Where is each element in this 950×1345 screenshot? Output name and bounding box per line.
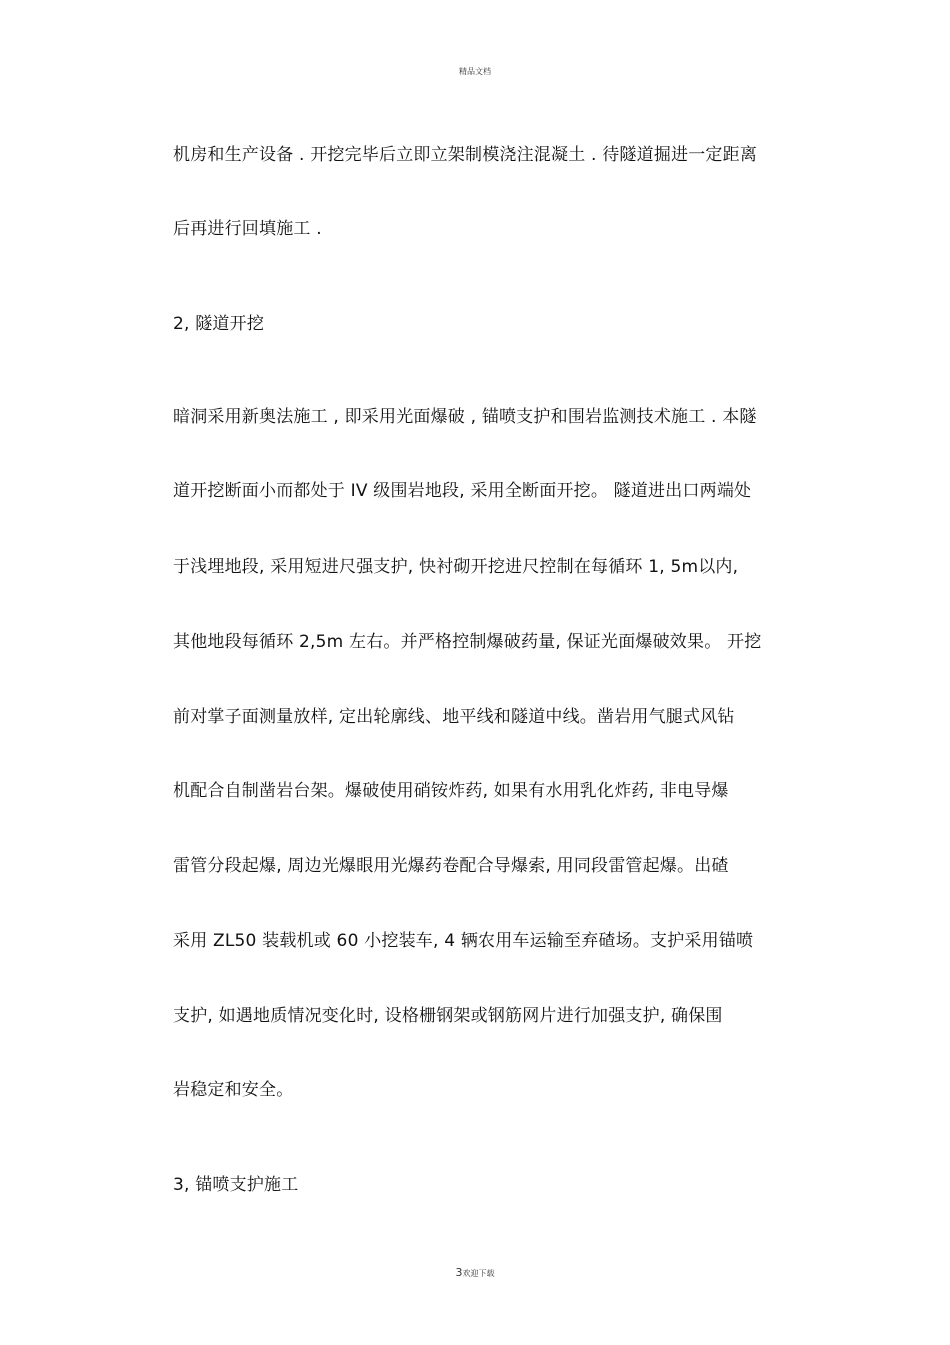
- paragraph-line: 于浅埋地段, 采用短进尺强支护, 快衬砌开挖进尺控制在每循环 1, 5m以内,: [173, 557, 739, 577]
- paragraph-line: 机房和生产设备 . 开挖完毕后立即立架制模浇注混凝土 . 待隧道掘进一定距离: [173, 145, 758, 165]
- paragraph-line: 岩稳定和安全。: [173, 1080, 294, 1100]
- paragraph-line: 道开挖断面小而都处于 IV 级围岩地段, 采用全断面开挖。 隧道进出口两端处: [173, 481, 752, 501]
- page-footer: [0, 1261, 950, 1280]
- paragraph-line: 暗洞采用新奥法施工 , 即采用光面爆破 , 锚喷支护和围岩监测技术施工 . 本隧: [173, 407, 757, 427]
- paragraph-line: 支护, 如遇地质情况变化时, 设格栅钢架或钢筋网片进行加强支护, 确保围: [173, 1006, 723, 1026]
- paragraph-line: 机配合自制凿岩台架。爆破使用硝铵炸药, 如果有水用乳化炸药, 非电导爆: [173, 781, 729, 801]
- footer-text: 欢迎下载: [462, 1269, 495, 1278]
- page-header: 精品文档: [459, 67, 491, 76]
- paragraph-line: 后再进行回填施工 .: [173, 219, 322, 239]
- section-heading: 2, 隧道开挖: [173, 314, 265, 334]
- section-heading: 3, 锚喷支护施工: [173, 1175, 299, 1195]
- paragraph-line: 前对掌子面测量放样, 定出轮廓线、地平线和隧道中线。凿岩用气腿式风钻: [173, 707, 735, 727]
- page-number: 3: [455, 1266, 463, 1279]
- paragraph-line: 其他地段每循环 2,5m 左右。并严格控制爆破药量, 保证光面爆破效果。 开挖: [173, 632, 762, 652]
- paragraph-line: 采用 ZL50 装载机或 60 小挖装车, 4 辆农用车运输至弃碴场。支护采用锚喷: [173, 931, 754, 951]
- paragraph-line: 雷管分段起爆, 周边光爆眼用光爆药卷配合导爆索, 用同段雷管起爆。出碴: [173, 856, 729, 876]
